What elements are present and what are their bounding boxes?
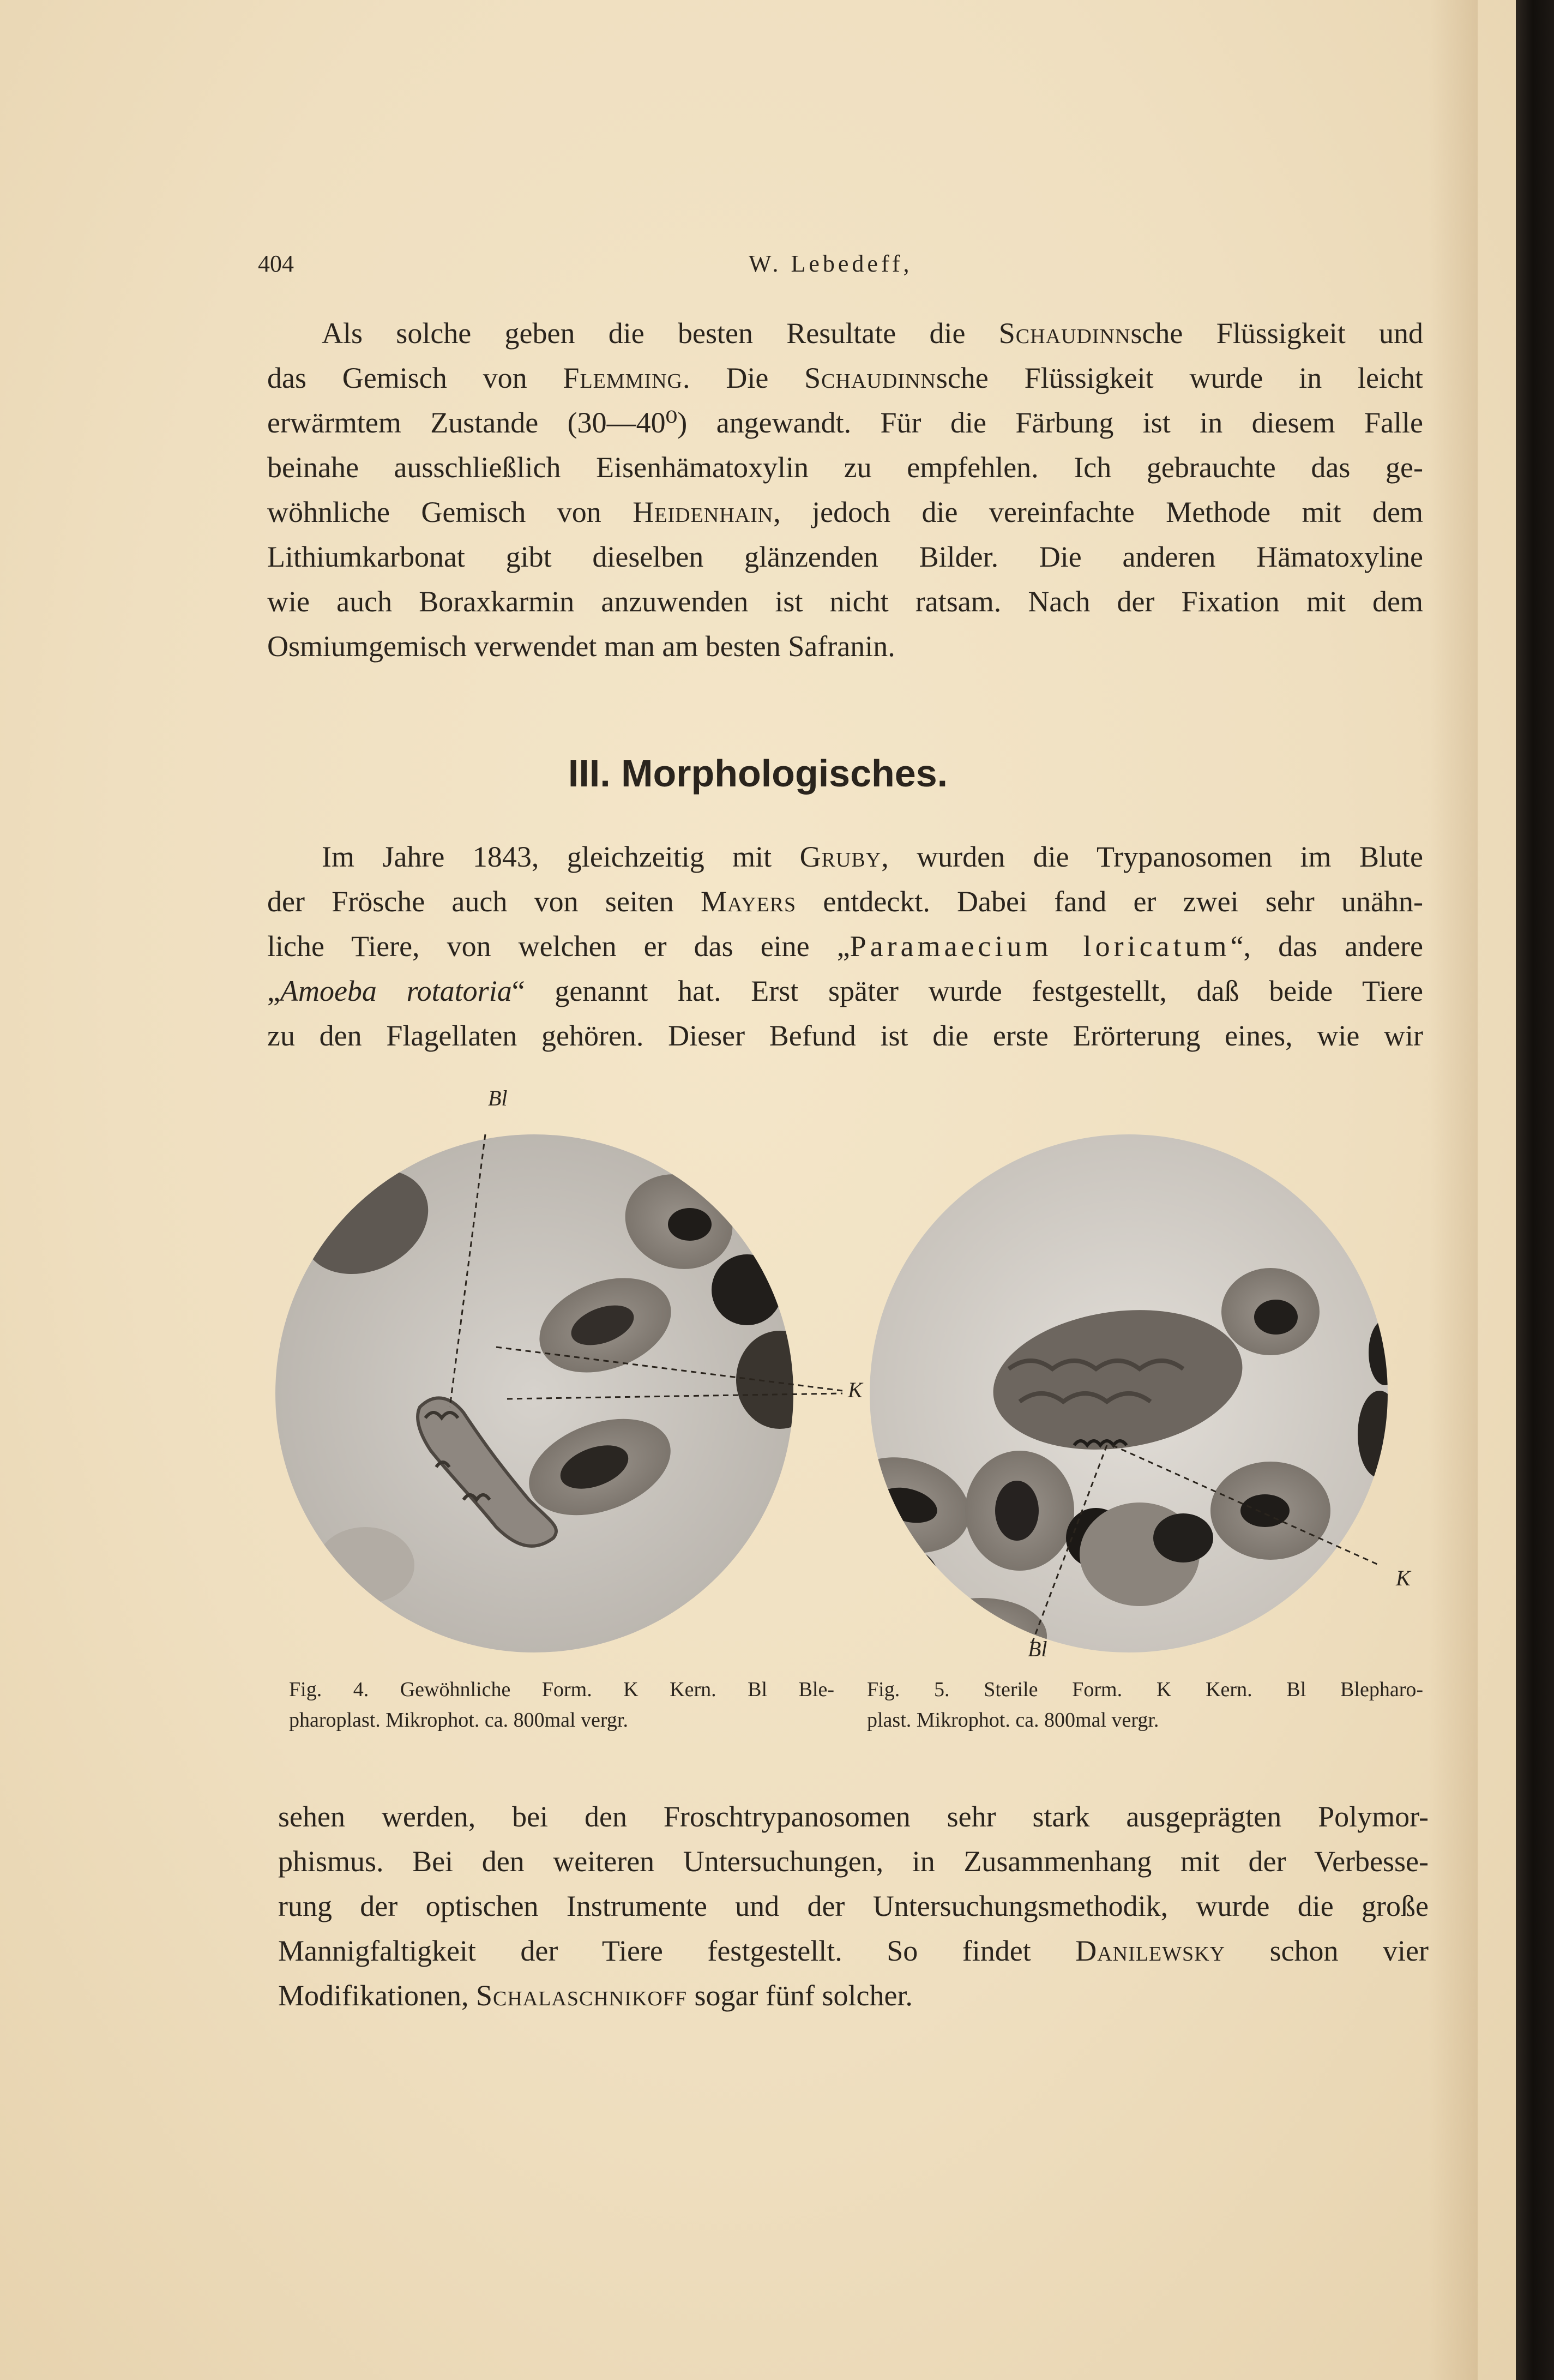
red-blood-cell xyxy=(1369,1320,1401,1385)
running-head-author: W. Lebedeff, xyxy=(749,250,913,277)
figure-4-caption: Fig. 4. Gewöhnliche Form. K Kern. Bl Ble- pharoplast. Mikrophot. ca. 800mal vergr. xyxy=(289,1678,834,1732)
paragraph-fixation: Als solche geben die besten Resultate die Schaudinnsche Flüssigkeit und das Gemisch von Flemming. Die Schaudinnsche Flüssigkeit wurde in leicht erwärmtem Zustande (30—40⁰) angewandt. Für die Färbung ist in diesem Falle beinahe ausschließlich Eisenhämatoxylin zu empfehlen. Ich gebrauchte das ge- wöhnliche Gemisch von Heidenhain, jedoch die vereinfachte Methode mit dem Lithiumkarbonat gibt dieselben glänzenden Bilder. Die anderen Hämatoxyline wie auch Boraxkarmin anzuwenden ist nicht ratsam. Nach der Fixation mit dem Osmiumgemisch verwendet man am besten Safranin. xyxy=(267,317,1424,663)
paragraph-polymorphism: sehen werden, bei den Froschtrypanosomen sehr stark ausgeprägten Polymor- phismus. Bei den weiteren Untersuchungen, in Zusammenhang mit der Verbesse- rung der optischen Instrumente und der Untersuchungsmethodik, wurde die große Mannigfaltigkeit der Tiere festgestellt. So findet Danilewsky schon vier Modifikationen, Schalaschnikoff sogar fünf solcher. xyxy=(278,1800,1429,2012)
cell-nucleus xyxy=(668,1208,712,1241)
figure-area xyxy=(256,1085,1439,1669)
red-blood-cell xyxy=(1358,1391,1401,1478)
red-blood-cell xyxy=(736,1331,823,1429)
page-number: 404 xyxy=(258,250,294,277)
cell-nucleus xyxy=(1240,1494,1290,1527)
paragraph-history: Im Jahre 1843, gleichzeitig mit Gruby, wurden die Trypanosomen im Blute der Frösche auch von seiten Mayers entdeckt. Dabei fand er zwei sehr unähn- liche Tiere, von welchen er das eine „Paramaecium loricatum“, das andere „Amoeba rotatoria“ genannt hat. Erst später wurde festgestellt, daß beide Tiere zu den Flagellaten gehören. Dieser Befund ist die erste Erörterung eines, wie wir xyxy=(267,840,1424,1052)
figure-4-label-k: K xyxy=(848,1378,863,1402)
figure-5-label-k: K xyxy=(1396,1566,1411,1590)
cell-nucleus xyxy=(1153,1513,1213,1562)
red-blood-cell xyxy=(316,1527,414,1603)
figure-4-micrograph xyxy=(275,1134,842,1669)
cell-nucleus xyxy=(1254,1300,1298,1335)
book-spine xyxy=(1516,0,1554,2380)
figure-5-label-bl: Bl xyxy=(1028,1637,1047,1661)
red-blood-cell xyxy=(862,1546,938,1606)
cell-nucleus xyxy=(995,1481,1039,1541)
section-heading: III. Morphologisches. xyxy=(568,752,948,795)
leucocyte xyxy=(712,1254,782,1325)
figure-4-label-bl: Bl xyxy=(488,1086,508,1110)
figure-5-micrograph xyxy=(830,1134,1401,1669)
figure-5-caption: Fig. 5. Sterile Form. K Kern. Bl Blepharo- plast. Mikrophot. ca. 800mal vergr. xyxy=(867,1678,1423,1732)
red-blood-cell xyxy=(676,1609,796,1669)
